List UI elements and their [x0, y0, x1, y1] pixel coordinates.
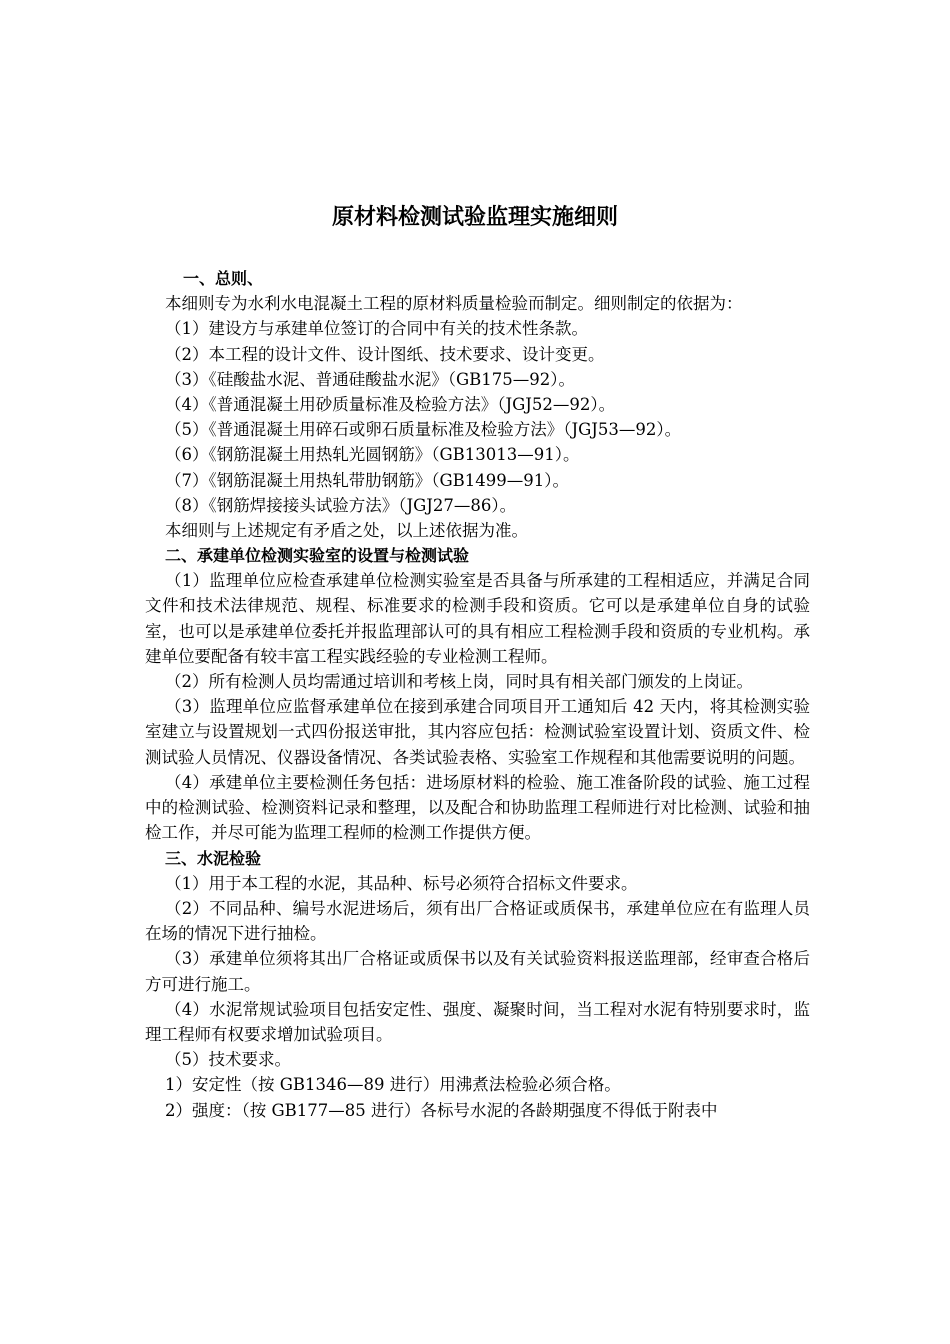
lab-paragraph-4: （4）承建单位主要检测任务包括：进场原材料的检验、施工准备阶段的试验、施工过程中的检测试验、检测资料记录和整理，以及配合和协助监理工程师进行对比检测、试验和抽检工作，并尽可能为监理工程师的检测工作提供方便。	[145, 772, 810, 843]
cement-paragraph-3: （3）承建单位须将其出厂合格证或质保书以及有关试验资料报送监理部，经审查合格后方可进行施工。	[145, 949, 810, 994]
paragraph-intro: 本细则专为水利水电混凝土工程的原材料质量检验而制定。细则制定的依据为：	[165, 294, 743, 314]
section-heading-general: 一、总则、	[183, 269, 264, 288]
cement-subitem-1: 1）安定性（按 GB1346—89 进行）用沸煮法检验必须合格。	[165, 1075, 621, 1095]
basis-item-6: （6）《钢筋混凝土用热轧光圆钢筋》（GB13013—91）。	[165, 445, 580, 465]
section-heading-cement: 三、水泥检验	[165, 848, 262, 868]
document-title: 原材料检测试验监理实施细则	[331, 205, 618, 230]
basis-item-3: （3）《硅酸盐水泥、普通硅酸盐水泥》（GB175—92）。	[165, 369, 576, 389]
basis-item-7: （7）《钢筋混凝土用热轧带肋钢筋》（GB1499—91）。	[165, 470, 570, 490]
document-body	[145, 266, 810, 1123]
cement-paragraph-1: （1）用于本工程的水泥，其品种、标号必须符合招标文件要求。	[165, 873, 638, 893]
cement-paragraph-5: （5）技术要求。	[165, 1050, 291, 1070]
lab-paragraph-2: （2）所有检测人员均需通过培训和考核上岗，同时具有相关部门颁发的上岗证。	[165, 672, 753, 692]
cement-subitem-2: 2）强度：（按 GB177—85 进行）各标号水泥的各龄期强度不得低于附表中	[165, 1100, 718, 1120]
section-heading-lab: 二、承建单位检测实验室的设置与检测试验	[165, 546, 470, 566]
basis-item-2: （2）本工程的设计文件、设计图纸、技术要求、设计变更。	[165, 344, 605, 364]
basis-item-4: （4）《普通混凝土用砂质量标准及检验方法》（JGJ52—92）。	[165, 394, 616, 414]
lab-paragraph-1: （1）监理单位应检查承建单位检测实验室是否具备与所承建的工程相适应，并满足合同文件和技术法律规范、规程、标准要求的检测手段和资质。它可以是承建单位自身的试验室，也可以是承建单位委托并报监理部认可的具有相应工程检测手段和资质的专业机构。承建单位要配备有较丰富工程实践经验的专业检测工程师。	[145, 571, 810, 666]
paragraph-closing: 本细则与上述规定有矛盾之处，以上述依据为准。	[165, 520, 528, 540]
lab-paragraph-3: （3）监理单位应监督承建单位在接到承建合同项目开工通知后 42 天内，将其检测实验室建立与设置规划一式四份报送审批，其内容应包括：检测试验室设置计划、资质文件、检测试验人员情况、仪器设备情况、各类试验表格、实验室工作规程和其他需要说明的问题。	[145, 697, 810, 767]
basis-item-5: （5）《普通混凝土用碎石或卵石质量标准及检验方法》（JGJ53—92）。	[165, 420, 682, 440]
cement-paragraph-4: （4）水泥常规试验项目包括安定性、强度、凝聚时间，当工程对水泥有特别要求时，监理工程师有权要求增加试验项目。	[145, 999, 810, 1044]
basis-item-8: （8）《钢筋焊接接头试验方法》（JGJ27—86）。	[165, 495, 517, 515]
cement-paragraph-2: （2）不同品种、编号水泥进场后，须有出厂合格证或质保书，承建单位应在有监理人员在场的情况下进行抽检。	[145, 898, 810, 944]
basis-item-1: （1）建设方与承建单位签订的合同中有关的技术性条款。	[165, 319, 588, 339]
